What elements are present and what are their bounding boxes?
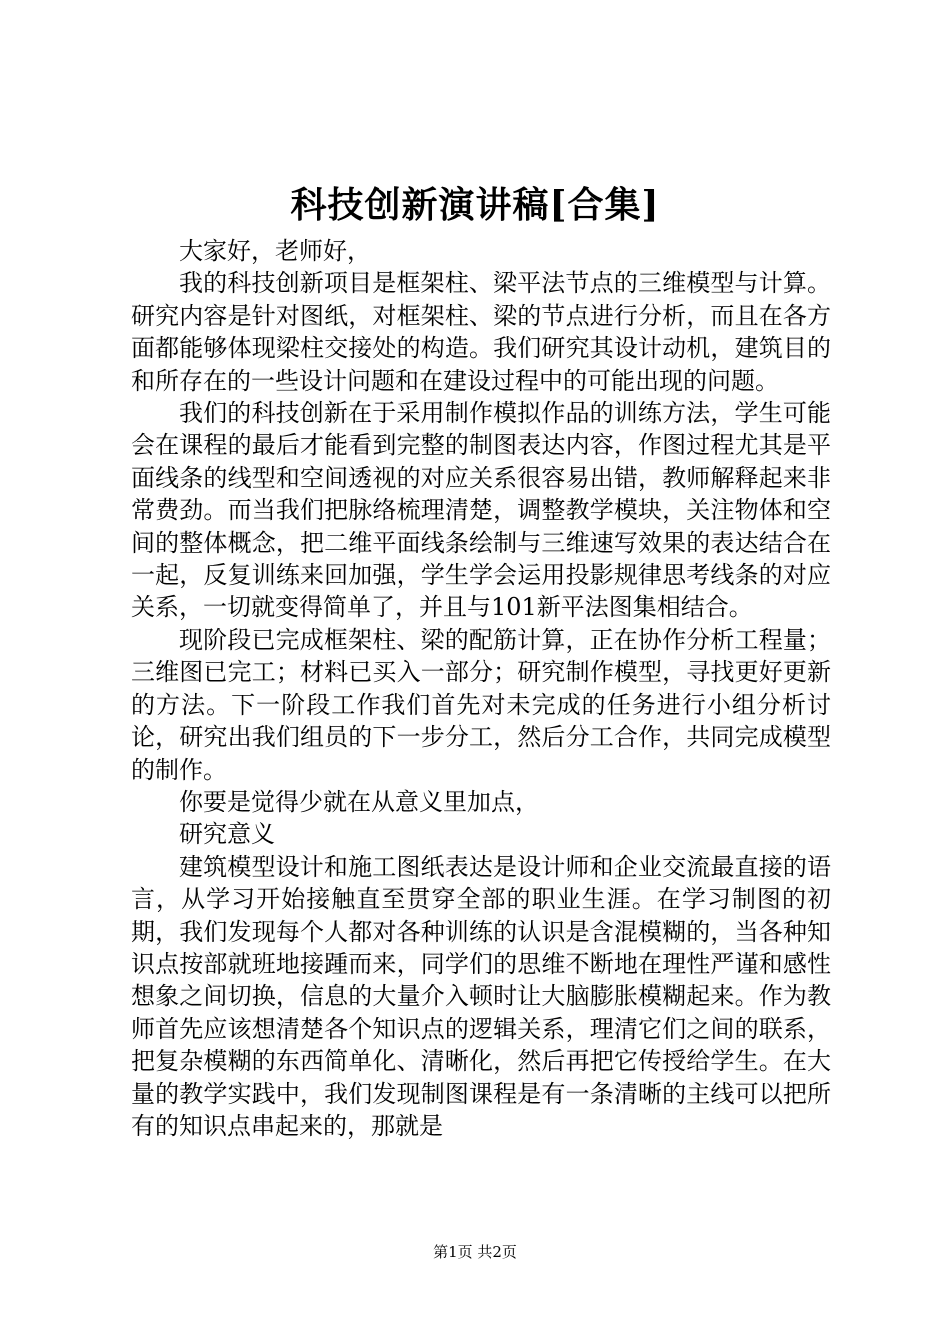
document-title: 科技创新演讲稿[合集] (290, 184, 660, 226)
page-footer: 第1页 共2页 (433, 1243, 517, 1261)
paragraph-innovation: 我们的科技创新在于采用制作模拟作品的训练方法，学生可能会在课程的最后才能看到完整的制图表达内容，作图过程尤其是平面线条的线型和空间透视的对应关系很容易出错，教师解释起来非常费劲。而当我们把脉络梳理清楚，调整教学模块，关注物体和空间的整体概念，把二维平面线条绘制与三维速写效果的表达结合在一起，反复训练来回加强，学生学会运用投影规律思考线条的对应关系，一切就变得简单了，并且与101新平法图集相结合。 (131, 399, 831, 622)
paragraph-greeting: 大家好，老师好， (179, 237, 371, 265)
paragraph-significance: 建筑模型设计和施工图纸表达是设计师和企业交流最直接的语言，从学习开始接触直至贯穿全部的职业生涯。在学习制图的初期，我们发现每个人都对各种训练的认识是含混模糊的，当各种知识点按部就班地接踵而来，同学们的思维不断地在理性严谨和感性想象之间切换，信息的大量介入顿时让大脑膨胀模糊起来。作为教师首先应该想清楚各个知识点的逻辑关系，理清它们之间的联系，把复杂模糊的东西简单化、清晰化，然后再把它传授给学生。在大量的教学实践中，我们发现制图课程是有一条清晰的主线可以把所有的知识点串起来的，那就是 (131, 852, 831, 1140)
document-body (131, 235, 831, 1142)
paragraph-project-intro: 我的科技创新项目是框架柱、梁平法节点的三维模型与计算。研究内容是针对图纸，对框架柱、梁的节点进行分析，而且在各方面都能够体现梁柱交接处的构造。我们研究其设计动机，建筑目的和所存在的一些设计问题和在建设过程中的可能出现的问题。 (131, 269, 831, 395)
paragraph-progress: 现阶段已完成框架柱、梁的配筋计算，正在协作分析工程量；三维图已完工；材料已买入一部分；研究制作模型，寻找更好更新的方法。下一阶段工作我们首先对未完成的任务进行小组分析讨论，研究出我们组员的下一步分工，然后分工合作，共同完成模型的制作。 (131, 625, 831, 784)
paragraph-note: 你要是觉得少就在从意义里加点， (179, 787, 539, 816)
section-heading-significance: 研究意义 (179, 820, 275, 849)
